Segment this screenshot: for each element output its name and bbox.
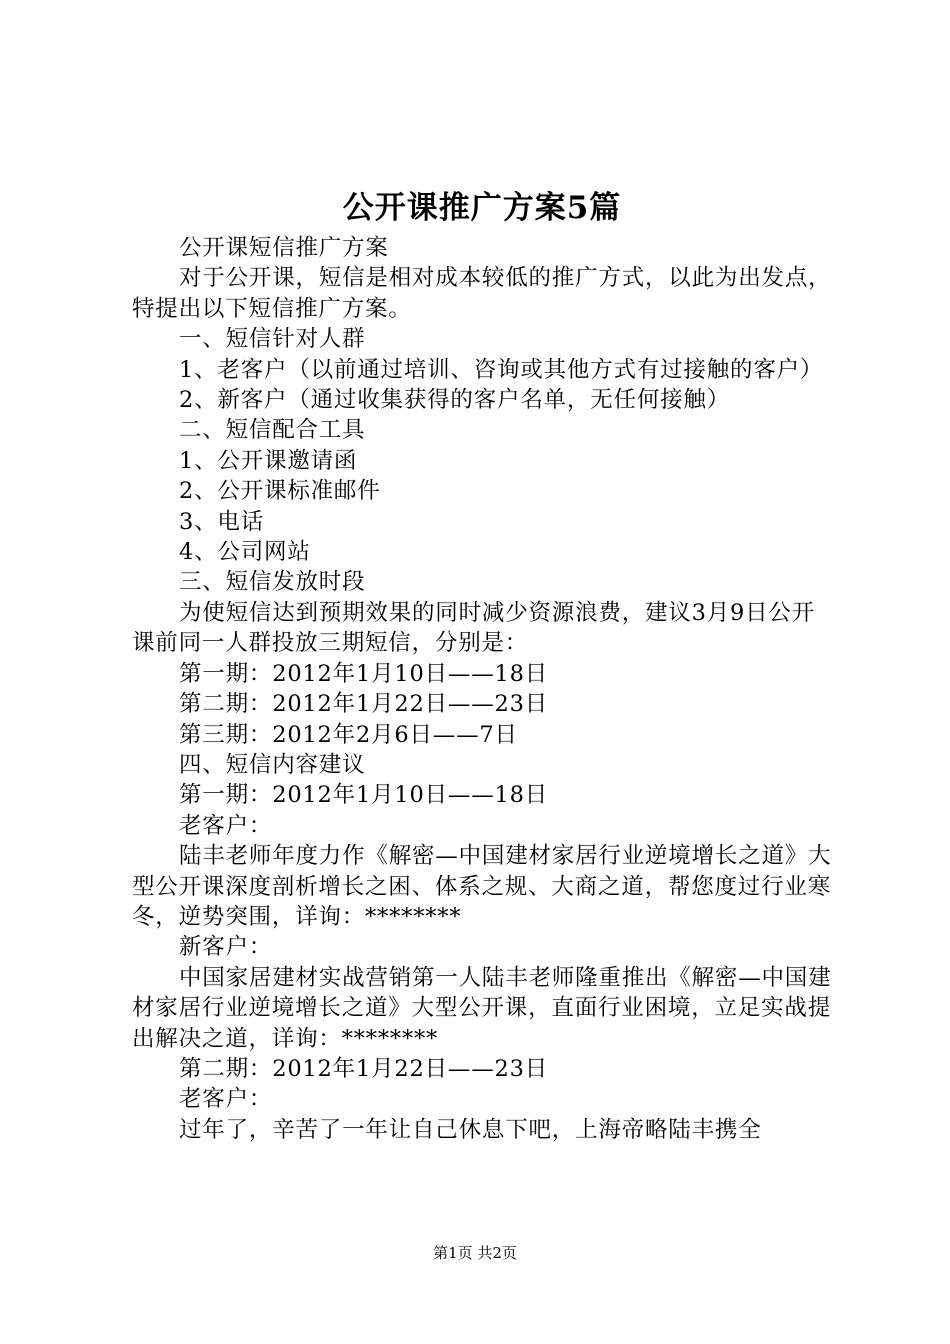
paragraph: 对于公开课，短信是相对成本较低的推广方式，以此为出发点，特提出以下短信推广方案。 — [132, 265, 832, 322]
section-heading: 二、短信配合工具 — [179, 417, 366, 444]
audience-label: 老客户： — [179, 1086, 273, 1113]
document-body — [132, 233, 832, 1145]
list-item: 3、电话 — [179, 508, 265, 535]
list-item: 4、公司网站 — [179, 539, 311, 566]
audience-label: 新客户： — [179, 934, 273, 961]
schedule-item: 第一期：2012年1月10日——18日 — [179, 660, 549, 687]
list-item: 1、老客户（以前通过培训、咨询或其他方式有过接触的客户） — [179, 356, 824, 383]
message-text: 中国家居建材实战营销第一人陆丰老师隆重推出《解密—中国建材家居行业逆境增长之道》大型公开课，直面行业困境，立足实战提出解决之道，详询：******** — [132, 964, 832, 1052]
paragraph: 公开课短信推广方案 — [179, 235, 389, 261]
schedule-item: 第三期：2012年2月6日——7日 — [179, 721, 518, 748]
document-title: 公开课推广方案5篇 — [342, 190, 622, 226]
schedule-item: 第二期：2012年1月22日——23日 — [179, 1055, 549, 1082]
list-item: 2、新客户（通过收集获得的客户名单，无任何接触） — [179, 387, 731, 414]
schedule-item: 第一期：2012年1月10日——18日 — [179, 782, 549, 809]
paragraph: 为使短信达到预期效果的同时减少资源浪费，建议3月9日公开课前同一人群投放三期短信，分别是： — [132, 599, 816, 657]
list-item: 2、公开课标准邮件 — [179, 478, 381, 505]
section-heading: 三、短信发放时段 — [179, 569, 366, 596]
message-text: 陆丰老师年度力作《解密—中国建材家居行业逆境增长之道》大型公开课深度剖析增长之困、体系之规、大商之道，帮您度过行业寒冬，逆势突围，详询：******** — [132, 843, 832, 930]
message-text: 过年了，辛苦了一年让自己休息下吧，上海帝略陆丰携全 — [179, 1116, 762, 1143]
list-item: 1、公开课邀请函 — [179, 447, 358, 474]
schedule-item: 第二期：2012年1月22日——23日 — [179, 691, 549, 718]
section-heading: 一、短信针对人群 — [179, 326, 366, 353]
section-heading: 四、短信内容建议 — [179, 751, 366, 778]
page-footer: 第1页 共2页 — [433, 1244, 517, 1262]
audience-label: 老客户： — [179, 812, 273, 839]
